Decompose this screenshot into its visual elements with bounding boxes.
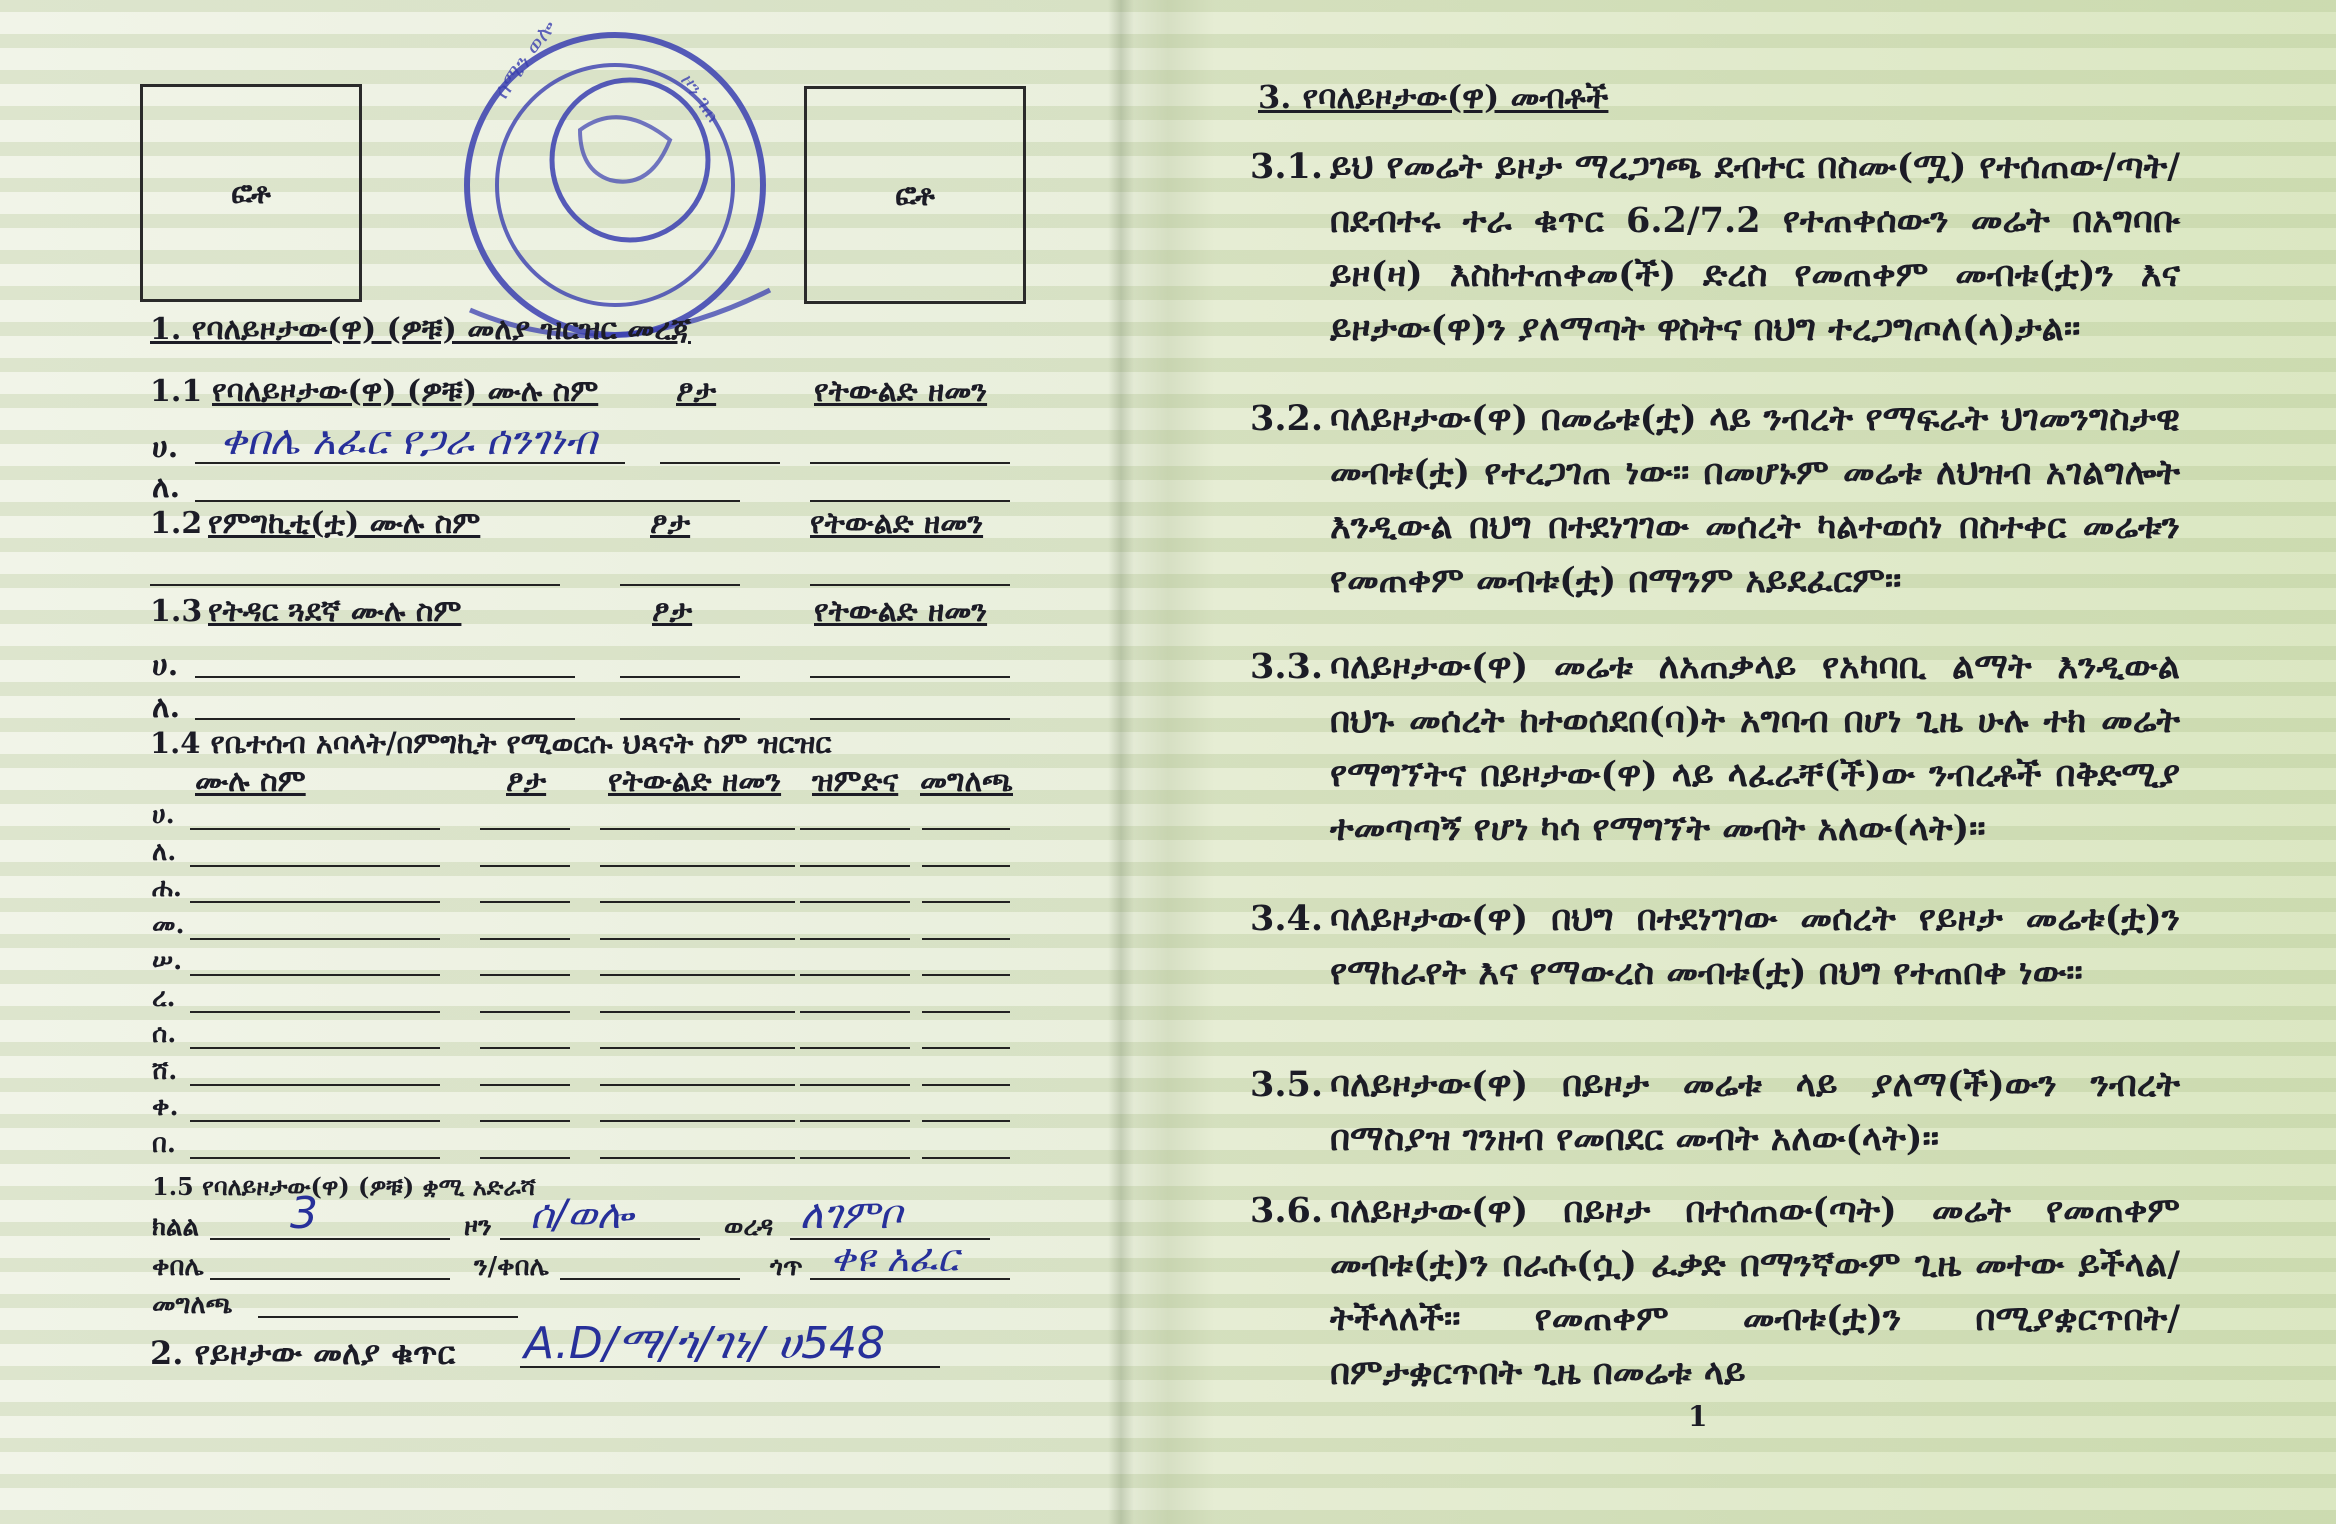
family-row-cell-line [800, 901, 910, 903]
family-row-cell-line [600, 1157, 795, 1159]
s11-birth-line-1 [810, 462, 1010, 464]
s11-name-line-2 [195, 500, 625, 502]
left-page [0, 0, 1120, 1524]
family-row-cell-line [190, 865, 440, 867]
rights-clause-number: 3.3. [1250, 646, 1324, 687]
family-row-label: ሸ. [152, 1055, 178, 1086]
family-row-cell-line [480, 1120, 570, 1122]
s2-label: 2. የይዞታው መለያ ቁጥር [150, 1334, 456, 1372]
family-row-cell-line [600, 828, 795, 830]
family-row-cell-line [922, 1084, 1010, 1086]
family-row-label: ሐ. [152, 873, 182, 903]
s15-remark-line [258, 1316, 518, 1318]
s13-sex-line-2 [620, 718, 740, 720]
family-row-cell-line [800, 974, 910, 976]
family-row-cell-line [800, 1047, 910, 1049]
rights-clause-text: ባለይዞታው(ዋ) መሬቱ ለአጠቃላይ የአካባቢ ልማት እንዲውል በህጉ መሰረት ከተወሰደበ(ባ)ት አግባብ በሆነ ጊዜ ሁሉ ተክ መሬት የማግኘትና በይዞታው(ዋ) ላይ ላፈራቸ(ች)ው ንብረቶች በቅድሚያ ተመጣጣኝ የሆነ ካሳ የማግኘት መብት አለው(ላት)፡፡ [1330, 646, 2180, 849]
family-row-cell-line [800, 1157, 910, 1159]
s15-zone-value: ሰ/ወሎ [530, 1192, 633, 1238]
s12-birth-label: የትውልድ ዘመን [810, 506, 984, 541]
family-row-cell-line [480, 1011, 570, 1013]
s14-col-remark: መግለጫ [920, 764, 1013, 799]
family-row-cell-line [480, 1047, 570, 1049]
s13-name-label: የትዳር ጓደኛ ሙሉ ስም [208, 594, 462, 629]
rights-clause [1250, 140, 2180, 356]
s15-woreda-value: ለገምቦ [800, 1192, 902, 1238]
s15-region-value: 3 [290, 1188, 318, 1239]
s15-got-label: ጎጥ [770, 1252, 803, 1282]
s11-birth-label: የትውልድ ዘመን [814, 374, 988, 409]
photo-placeholder-left [140, 84, 362, 302]
family-row-cell-line [480, 865, 570, 867]
s12-label: 1.2 [150, 506, 203, 541]
rights-clause-number: 3.5. [1250, 1064, 1324, 1105]
rights-clause-number: 3.4. [1250, 898, 1324, 939]
family-row-cell-line [800, 865, 910, 867]
family-row-cell-line [190, 938, 440, 940]
s15-subkebele-label: ን/ቀበሌ [474, 1252, 549, 1282]
s15-zone-label: ዞን [464, 1212, 492, 1242]
family-row-label: ሰ. [152, 1019, 177, 1049]
s13-birth-line-1 [810, 676, 1010, 678]
s12-sex-line [620, 584, 740, 586]
family-row-cell-line [600, 1047, 795, 1049]
family-row-cell-line [922, 1120, 1010, 1122]
family-row-cell-line [600, 974, 795, 976]
rights-clause-text: ባለይዞታው(ዋ) በህግ በተደነገገው መሰረት የይዞታ መሬቱ(ቷ)ን የማከራየት እና የማውረስ መብቱ(ቷ) በህግ የተጠበቀ ነው፡፡ [1330, 898, 2180, 993]
family-row-cell-line [600, 901, 795, 903]
family-row-cell-line [190, 1120, 440, 1122]
s11-row-l: ለ. [152, 470, 181, 505]
s2-value: A.D/ማ/ጎ/ገነ/ ሀ548 [524, 1318, 885, 1369]
s14-col-sex: ፆታ [506, 764, 547, 799]
family-row-label: ረ. [152, 982, 176, 1013]
family-row-cell-line [190, 901, 440, 903]
rights-clause-text: ባለይዞታው(ዋ) በይዞታ በተሰጠው(ጣት) መሬት የመጠቀም መብቱ(ቷ)ን በራሱ(ሷ) ፈቃድ በማንኛውም ጊዜ መተው ይችላል/ትችላለች፡፡ የመጠቀም መብቱ(ቷ)ን በሚያቋርጥበት/በምታቋርጥበት ጊዜ በመሬቱ ላይ [1330, 1190, 2180, 1393]
rights-clause [1250, 892, 2180, 1000]
s15-kebele-label: ቀበሌ [152, 1252, 204, 1282]
s13-row-u: ሀ. [152, 648, 179, 683]
svg-text:ሰሜን ወሎ: ሰሜን ወሎ [489, 15, 562, 104]
s15-title: 1.5 የባለይዞታው(ዋ) (ዎቹ) ቋሚ አድራሻ [152, 1172, 536, 1201]
s14-col-birth: የትውልድ ዘመን [608, 764, 782, 799]
family-row-cell-line [922, 901, 1010, 903]
page-number: 1 [1688, 1400, 1708, 1433]
s12-birth-line [810, 584, 1010, 586]
family-row-cell-line [600, 865, 795, 867]
s15-woreda-label: ወረዳ [724, 1212, 774, 1242]
s12-name-line [150, 584, 560, 586]
s14-col-name: ሙሉ ስም [195, 764, 306, 799]
s11-label: 1.1 [150, 374, 203, 409]
s13-birth-line-2 [810, 718, 1010, 720]
family-row-cell-line [480, 938, 570, 940]
family-row-cell-line [800, 828, 910, 830]
s15-zone-line [500, 1238, 700, 1240]
family-row-cell-line [922, 974, 1010, 976]
rights-clause-number: 3.2. [1250, 398, 1324, 439]
family-row-cell-line [190, 1084, 440, 1086]
rights-clause [1250, 392, 2180, 608]
family-row-cell-line [922, 1011, 1010, 1013]
rights-clause-number: 3.1. [1250, 146, 1324, 187]
s13-sex-line-1 [620, 676, 740, 678]
s15-remark-label: መግለጫ [152, 1290, 233, 1320]
s13-name-line-1 [195, 676, 575, 678]
s11-sex-line-1 [660, 462, 780, 464]
s13-sex-label: ፆታ [652, 594, 693, 629]
family-row-cell-line [190, 1047, 440, 1049]
family-row-cell-line [800, 938, 910, 940]
section3-title: 3. የባለይዞታው(ዋ) መብቶች [1258, 78, 1609, 116]
family-row-cell-line [600, 1120, 795, 1122]
family-row-cell-line [190, 1011, 440, 1013]
family-row-cell-line [922, 828, 1010, 830]
s11-sex-line-2 [620, 500, 740, 502]
s13-row-l: ለ. [152, 690, 181, 725]
family-row-label: ለ. [152, 836, 177, 867]
family-row-label: በ. [152, 1128, 176, 1159]
rights-clause [1250, 1184, 2180, 1400]
s14-col-relation: ዝምድና [812, 764, 899, 799]
photo-placeholder-right [804, 86, 1026, 304]
family-row-label: ሀ. [152, 800, 175, 830]
s11-sex-label: ፆታ [676, 374, 717, 409]
family-row-cell-line [190, 974, 440, 976]
s15-kebele-line [210, 1278, 450, 1280]
family-row-cell-line [480, 828, 570, 830]
family-row-cell-line [800, 1084, 910, 1086]
family-row-cell-line [480, 1157, 570, 1159]
photo-right-label: ፎቶ [895, 177, 935, 213]
rights-clause [1250, 1058, 2180, 1166]
rights-clause-text: ባለይዞታው(ዋ) በመሬቱ(ቷ) ላይ ንብረት የማፍራት ህገመንግስታዊ መብቱ(ቷ) የተረጋገጠ ነው፡፡ በመሆኑም መሬቱ ለህዝብ አገልግሎት እንዲውል በህግ በተደነገገው መሰረት ካልተወሰነ በስተቀር መሬቱን የመጠቀም መብቱ(ቷ) በማንም አይደፈርም፡፡ [1330, 398, 2180, 601]
s15-subkebele-line [560, 1278, 740, 1280]
svg-text:ዞን ገጠ: ዞን ገጠ [675, 69, 727, 127]
s14-title: 1.4 የቤተሰብ አባላት/በምግኪት የሚወርሱ ህጻናት ስም ዝርዝር [150, 726, 832, 760]
s13-name-line-2 [195, 718, 575, 720]
family-row-cell-line [600, 1084, 795, 1086]
family-row-cell-line [480, 901, 570, 903]
rights-clause [1250, 640, 2180, 856]
family-row-cell-line [480, 1084, 570, 1086]
rights-clause-number: 3.6. [1250, 1190, 1324, 1231]
family-row-cell-line [600, 938, 795, 940]
family-row-cell-line [922, 1157, 1010, 1159]
section1-title: 1. የባለይዞታው(ዋ) (ዎቹ) መለያ ዝርዝር መረጃ [150, 312, 691, 347]
s12-name-label: የምግኪቲ(ቷ) ሙሉ ስም [208, 506, 481, 541]
family-row-cell-line [800, 1120, 910, 1122]
family-row-label: ቀ. [152, 1092, 179, 1122]
rights-clause-text: ባለይዞታው(ዋ) በይዞታ መሬቱ ላይ ያለማ(ች)ውን ንብረት በማስያዝ ገንዘብ የመበደር መብት አለው(ላት)፡፡ [1330, 1064, 2180, 1159]
rights-clause-text: ይህ የመሬት ይዞታ ማረጋገጫ ደብተር በስሙ(ሟ) የተሰጠው/ጣት/ በደብተሩ ተራ ቁጥር 6.2/7.2 የተጠቀሰውን መሬት በአግባቡ ይዞ(ዛ) እስከተጠቀመ(ች) ድረስ የመጠቀም መብቱ(ቷ)ን እና ይዞታው(ዋ)ን ያለማጣት ዋስትና በህግ ተረጋግጦለ(ላ)ታል፡፡ [1330, 146, 2180, 349]
family-row-label: መ. [152, 909, 185, 940]
family-row-cell-line [922, 865, 1010, 867]
s15-got-value: ቀዩ አፈር [830, 1236, 959, 1280]
s15-region-line [210, 1238, 450, 1240]
family-row-cell-line [480, 974, 570, 976]
s13-birth-label: የትውልድ ዘመን [814, 594, 988, 629]
family-row-cell-line [600, 1011, 795, 1013]
s12-sex-label: ፆታ [650, 506, 691, 541]
family-row-label: ሠ. [152, 946, 183, 976]
s11-birth-line-2 [810, 500, 1010, 502]
family-row-cell-line [922, 1047, 1010, 1049]
family-row-cell-line [190, 1157, 440, 1159]
s11-row-u: ሀ. [152, 430, 179, 465]
family-row-cell-line [190, 828, 440, 830]
s15-region-label: ክልል [152, 1212, 200, 1242]
family-row-cell-line [922, 938, 1010, 940]
handwritten-holder-name: ቀበሌ አፈር የጋራ ሰንገነብ [220, 418, 597, 464]
s11-name-label: የባለይዞታው(ዋ) (ዎቹ) ሙሉ ስም [212, 374, 599, 409]
photo-left-label: ፎቶ [231, 175, 271, 211]
family-row-cell-line [800, 1011, 910, 1013]
s13-label: 1.3 [150, 594, 203, 629]
